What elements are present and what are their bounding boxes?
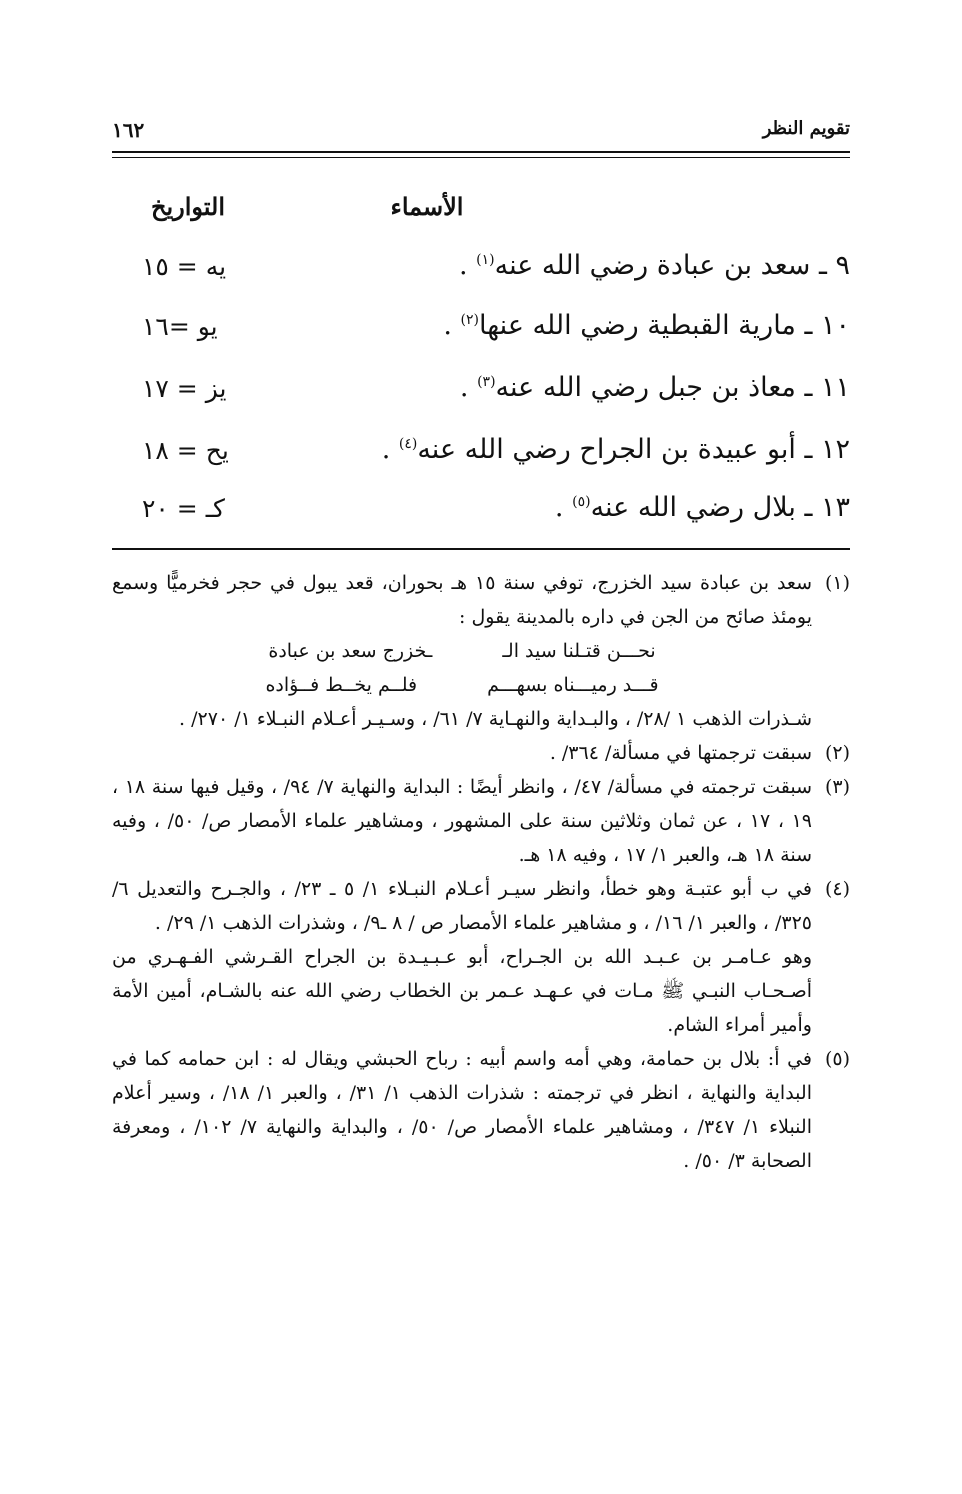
footnote-text: سبقت ترجمته في مسألة/ ٤٧/ ، وانظر أيضًا : البداية والنهاية ٧/ ٩٤/ ، وقيل فيها سنة ١٨ ، ١٩ ، ١٧ ، عن ثمان وثلاثين سنة على المشهور ، ومشاهير علماء الأمصار ص/ ٥٠/ ، وفيه سنة ١٨ هـ، والعبر ١/ ١٧ ، وفيه ١٨ هـ. <box>112 776 812 866</box>
footnote-number: (٢) <box>824 742 850 764</box>
running-header <box>112 118 850 152</box>
footnote-ref: (٣) <box>477 374 496 390</box>
dates-column-heading: التواريخ <box>150 192 226 221</box>
row-date: يه = ١٥ <box>142 252 227 281</box>
poem-line-1 <box>112 634 850 668</box>
header-rule-thin <box>112 157 850 158</box>
footnote-ref: (١) <box>476 252 495 268</box>
table-row <box>112 372 850 422</box>
footnote-number: (٥) <box>824 1048 850 1070</box>
footnote-number: (٣) <box>824 776 850 798</box>
verse-hemistich: قـــد رميـــناه بسهـــم <box>487 674 659 696</box>
footnote-ref: (٤) <box>398 436 418 452</box>
row-name: ١٠ ـ مارية القبطية رضي الله عنها$^{(٢)}$ . <box>443 310 850 341</box>
footnote-text: في ب أبو عتبـة وهو خطأ، وانظر سيـر أعـلام النبـلاء ١/ ٥ ـ ٢٣/ ، والجـرح والتعديل ٦/ ٣٢٥/ ، والعبر ١/ ١٦/ ، و مشاهير علماء الأمصار ص / ٨ ـ٩/ ، وشذرات الذهب ١/ ٢٩/ . <box>112 878 812 934</box>
header-rule-thick <box>112 151 850 153</box>
names-column-heading: الأسماء <box>390 192 464 221</box>
footnote-continuation: وهو عـامـر بن عـبـد الله بن الجـراح، أبو عـبـيـدة بن الجراح القـرشي الفـهـري من أصـحـاب النبـي ﷺ مـات في عـهـد عـمر بن الخطاب رضي الله عنه بالشـام، أمين الأمة وأمير أمراء الشام. <box>112 946 812 1036</box>
footnote-5 <box>112 1042 850 1178</box>
footnote-ref: (٥) <box>572 494 591 510</box>
row-date: يو =١٦ <box>142 312 218 341</box>
table-row <box>112 434 850 484</box>
footnote-4 <box>112 872 850 940</box>
row-name: ٩ ـ سعد بن عبادة رضي الله عنه$^{(١)}$ . <box>458 250 850 281</box>
footnotes <box>112 566 850 1178</box>
footnote-number: (١) <box>824 572 850 594</box>
footnote-separator <box>112 548 850 550</box>
verse-hemistich: فلــم يخــط فــؤاده <box>265 674 418 696</box>
table-row <box>112 492 850 542</box>
footnote-2 <box>112 736 850 770</box>
row-name: ١٢ ـ أبو عبيدة بن الجراح رضي الله عنه$^{(٤)}$ . <box>381 434 850 465</box>
row-date: يح = ١٨ <box>142 436 229 465</box>
footnote-continuation: شـذرات الذهب ١ /٢٨/ ، والبـداية والنهـاية ٧/ ٦١/ ، وسـيـر أعـلام النبـلاء ١/ ٢٧٠/ . <box>179 708 812 730</box>
verse-hemistich: نحـــن قتـلنا سيد الـ <box>502 640 656 662</box>
page-number: ١٦٢ <box>112 118 145 142</box>
row-name: ١٣ ـ بلال رضي الله عنه$^{(٥)}$ . <box>554 492 850 523</box>
footnote-3 <box>112 770 850 872</box>
verse-hemistich: ـخزرج سعد بن عبادة <box>268 640 433 662</box>
footnote-text: سبقت ترجمتها في مسألة/ ٣٦٤/ . <box>549 742 812 764</box>
table-row <box>112 250 850 300</box>
footnote-number: (٤) <box>824 878 850 900</box>
footnote-ref: (٢) <box>460 312 479 328</box>
row-date: يز = ١٧ <box>142 374 227 403</box>
table-row <box>112 310 850 360</box>
poem-line-2 <box>112 668 850 702</box>
row-name: ١١ ـ معاذ بن جبل رضي الله عنه$^{(٣)}$ . <box>459 372 850 403</box>
footnote-text: في أ: بلال بن حمامة، وهي أمه واسم أبيه : رباح الحبشي ويقال له : ابن حمامه كما في البداية والنهاية ، انظر في ترجمته : شذرات الذهب ١/ ٣١/ ، والعبر ١/ ١٨/ ، وسير أعلام النبلاء ١/ ٣٤٧/ ، ومشاهير علماء الأمصار ص/ ٥٠/ ، والبداية والنهاية ٧/ ١٠٢/ ، ومعرفة الصحابة ٣/ ٥٠/ . <box>112 1048 812 1172</box>
header-title: تقويم النظر <box>762 118 850 139</box>
row-date: كـ = ٢٠ <box>142 494 225 523</box>
footnote-text: سعد بن عبادة سيد الخزرج، توفي سنة ١٥ هـ بحوران، قعد يبول في حجر فخرميًّا وسمع يومئذ صائح من الجن في داره بالمدينة يقول : <box>112 572 812 628</box>
footnote-1 <box>112 566 850 634</box>
